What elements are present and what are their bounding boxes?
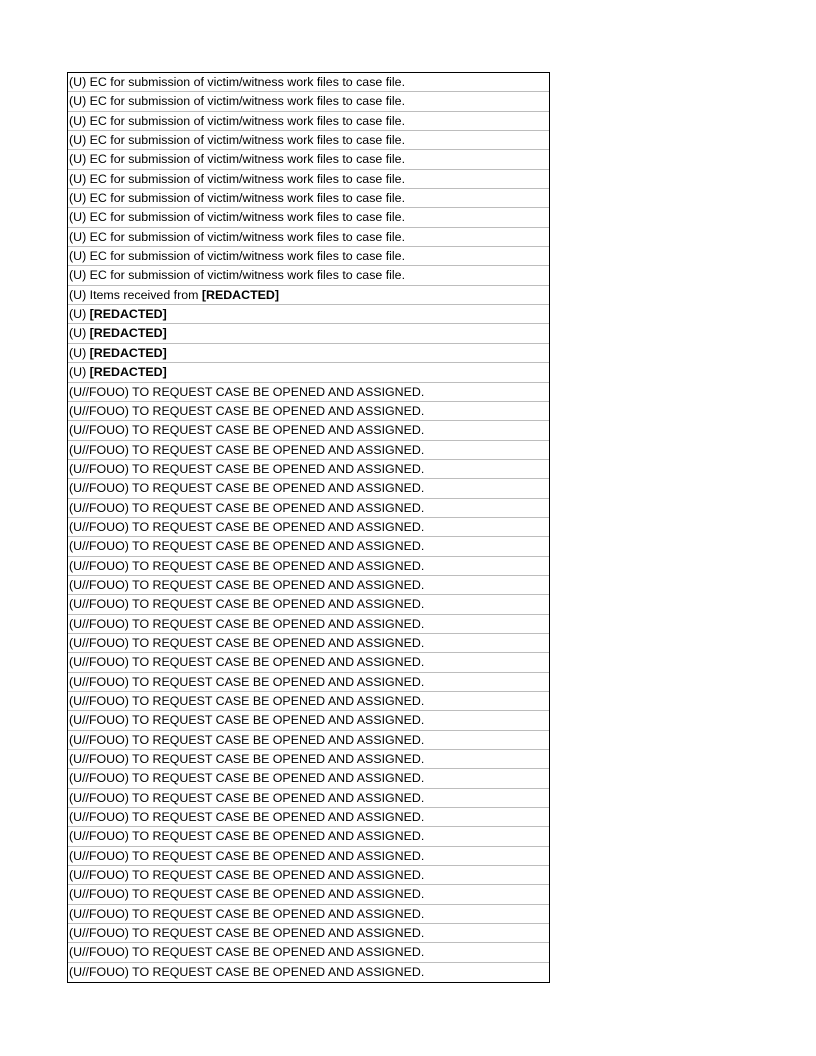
table-row (68, 150, 549, 169)
table-row (68, 827, 549, 846)
table-row (68, 170, 549, 189)
row-text: (U//FOUO) TO REQUEST CASE BE OPENED AND ASSIGNED. (69, 442, 425, 457)
document-table (67, 72, 550, 983)
redacted-text: [REDACTED] (89, 326, 167, 341)
table-row (68, 769, 549, 788)
table-row (68, 112, 549, 131)
row-text: (U) EC for submission of victim/witness work files to case file. (69, 133, 406, 148)
redacted-text: [REDACTED] (89, 345, 167, 360)
row-text: (U) EC for submission of victim/witness work files to case file. (69, 171, 406, 186)
table-row (68, 189, 549, 208)
table-row (68, 692, 549, 711)
table-row (68, 634, 549, 653)
table-row (68, 789, 549, 808)
table-row (68, 924, 549, 943)
table-row (68, 305, 549, 324)
row-text: (U) (69, 326, 90, 341)
row-text: (U) EC for submission of victim/witness work files to case file. (69, 152, 406, 167)
table-row (68, 247, 549, 266)
table-row (68, 383, 549, 402)
table-row (68, 866, 549, 885)
row-text: (U//FOUO) TO REQUEST CASE BE OPENED AND ASSIGNED. (69, 403, 425, 418)
row-text: (U//FOUO) TO REQUEST CASE BE OPENED AND ASSIGNED. (69, 597, 425, 612)
table-row (68, 963, 549, 982)
row-text: (U//FOUO) TO REQUEST CASE BE OPENED AND ASSIGNED. (69, 771, 425, 786)
table-row (68, 905, 549, 924)
row-text: (U) EC for submission of victim/witness work files to case file. (69, 113, 406, 128)
table-row (68, 363, 549, 382)
row-text: (U) EC for submission of victim/witness work files to case file. (69, 94, 406, 109)
row-text: (U) EC for submission of victim/witness work files to case file. (69, 229, 406, 244)
row-text: (U//FOUO) TO REQUEST CASE BE OPENED AND ASSIGNED. (69, 964, 425, 979)
row-text: (U//FOUO) TO REQUEST CASE BE OPENED AND ASSIGNED. (69, 616, 425, 631)
table-row (68, 441, 549, 460)
table-row (68, 131, 549, 150)
table-row (68, 286, 549, 305)
row-text: (U//FOUO) TO REQUEST CASE BE OPENED AND ASSIGNED. (69, 577, 425, 592)
table-row (68, 537, 549, 556)
row-text: (U//FOUO) TO REQUEST CASE BE OPENED AND ASSIGNED. (69, 674, 425, 689)
row-text: (U//FOUO) TO REQUEST CASE BE OPENED AND ASSIGNED. (69, 635, 425, 650)
table-row (68, 92, 549, 111)
redacted-text: [REDACTED] (89, 365, 167, 380)
table-row (68, 344, 549, 363)
table-row (68, 228, 549, 247)
table-row (68, 885, 549, 904)
row-text: (U//FOUO) TO REQUEST CASE BE OPENED AND ASSIGNED. (69, 694, 425, 708)
row-text: (U//FOUO) TO REQUEST CASE BE OPENED AND ASSIGNED. (69, 926, 425, 941)
table-row (68, 673, 549, 692)
row-text: (U) EC for submission of victim/witness work files to case file. (69, 210, 406, 225)
table-row (68, 731, 549, 750)
table-row (68, 595, 549, 614)
redacted-text: [REDACTED] (89, 307, 167, 322)
row-text: (U//FOUO) TO REQUEST CASE BE OPENED AND ASSIGNED. (69, 500, 425, 515)
row-text: (U//FOUO) TO REQUEST CASE BE OPENED AND ASSIGNED. (69, 887, 425, 902)
table-row (68, 808, 549, 827)
row-text: (U//FOUO) TO REQUEST CASE BE OPENED AND ASSIGNED. (69, 906, 425, 921)
row-text: (U//FOUO) TO REQUEST CASE BE OPENED AND ASSIGNED. (69, 481, 425, 496)
row-text: (U//FOUO) TO REQUEST CASE BE OPENED AND ASSIGNED. (69, 558, 425, 573)
row-text: (U//FOUO) TO REQUEST CASE BE OPENED AND ASSIGNED. (69, 423, 425, 438)
row-text: (U//FOUO) TO REQUEST CASE BE OPENED AND ASSIGNED. (69, 713, 425, 728)
row-text: (U//FOUO) TO REQUEST CASE BE OPENED AND ASSIGNED. (69, 519, 425, 534)
table-row (68, 421, 549, 440)
table-row (68, 499, 549, 518)
row-text: (U) EC for submission of victim/witness work files to case file. (69, 191, 406, 206)
table-row (68, 208, 549, 227)
row-text: (U//FOUO) TO REQUEST CASE BE OPENED AND ASSIGNED. (69, 810, 425, 825)
table-row (68, 73, 549, 92)
table-row (68, 615, 549, 634)
row-text: (U//FOUO) TO REQUEST CASE BE OPENED AND ASSIGNED. (69, 461, 425, 476)
table-row (68, 847, 549, 866)
table-row (68, 266, 549, 285)
table-row (68, 557, 549, 576)
table-row (68, 653, 549, 672)
row-text: (U) (69, 365, 90, 380)
row-text: (U//FOUO) TO REQUEST CASE BE OPENED AND ASSIGNED. (69, 790, 425, 805)
row-text: (U//FOUO) TO REQUEST CASE BE OPENED AND ASSIGNED. (69, 848, 425, 863)
row-text: (U//FOUO) TO REQUEST CASE BE OPENED AND ASSIGNED. (69, 384, 425, 399)
row-text: (U) Items received from (69, 287, 202, 302)
table-row (68, 711, 549, 730)
table-row (68, 324, 549, 343)
row-text: (U//FOUO) TO REQUEST CASE BE OPENED AND ASSIGNED. (69, 539, 425, 554)
table-row (68, 460, 549, 479)
table-row (68, 750, 549, 769)
table-row (68, 943, 549, 962)
table-row (68, 576, 549, 595)
table-row (68, 402, 549, 421)
row-text: (U) EC for submission of victim/witness work files to case file. (69, 249, 406, 264)
row-text: (U) (69, 307, 90, 322)
row-text: (U//FOUO) TO REQUEST CASE BE OPENED AND ASSIGNED. (69, 732, 425, 747)
row-text: (U//FOUO) TO REQUEST CASE BE OPENED AND ASSIGNED. (69, 945, 425, 960)
redacted-text: [REDACTED] (201, 287, 279, 302)
row-text: (U) EC for submission of victim/witness work files to case file. (69, 268, 406, 283)
row-text: (U) EC for submission of victim/witness work files to case file. (69, 75, 406, 89)
row-text: (U//FOUO) TO REQUEST CASE BE OPENED AND ASSIGNED. (69, 752, 425, 767)
row-text: (U//FOUO) TO REQUEST CASE BE OPENED AND ASSIGNED. (69, 655, 425, 670)
row-text: (U) (69, 345, 90, 360)
table-row (68, 479, 549, 498)
row-text: (U//FOUO) TO REQUEST CASE BE OPENED AND ASSIGNED. (69, 868, 425, 883)
row-text: (U//FOUO) TO REQUEST CASE BE OPENED AND ASSIGNED. (69, 829, 425, 844)
table-row (68, 518, 549, 537)
